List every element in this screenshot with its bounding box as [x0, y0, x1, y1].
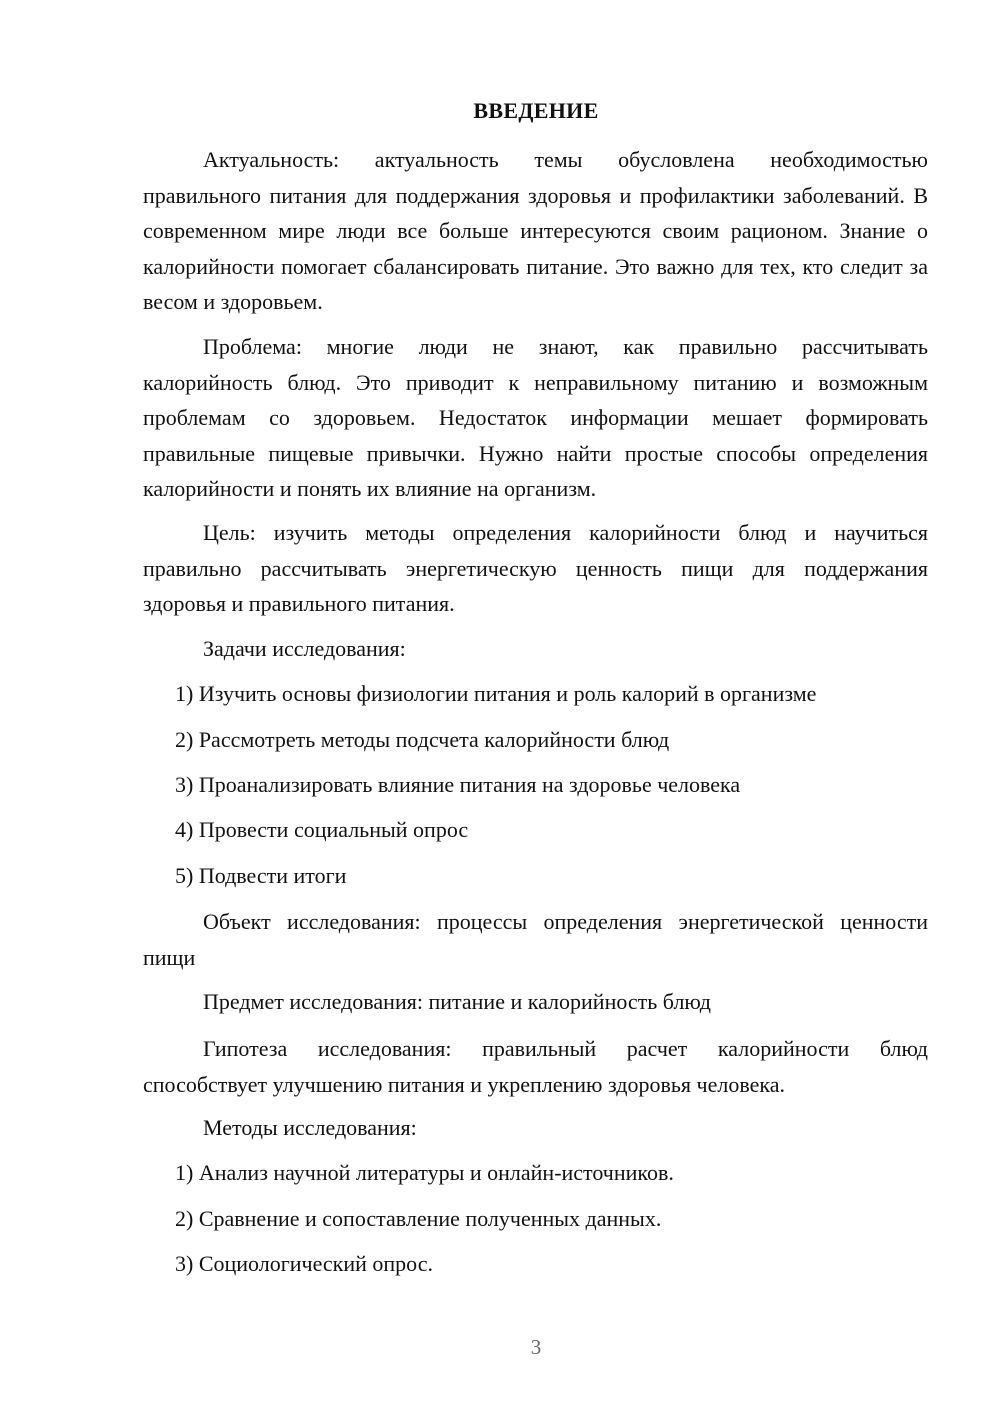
- goal-block: [143, 515, 928, 622]
- method-item-1: 1) Анализ научной литературы и онлайн-источников.: [175, 1160, 674, 1185]
- task-item-5: 5) Подвести итоги: [175, 863, 347, 888]
- problem-paragraph: Проблема: многие люди не знают, как правильно рассчитывать калорийность блюд. Это приводит к неправильному питанию и возможным проблемам со здоровьем. Недостаток информации мешает формировать правильные пищевые привычки. Нужно найти простые способы определения калорийности и понять их влияние на организм.: [143, 334, 928, 501]
- hypothesis-paragraph: Гипотеза исследования: правильный расчет калорийности блюд способствует улучшению питания и укреплению здоровья человека.: [143, 1036, 928, 1097]
- object-paragraph: Объект исследования: процессы определения энергетической ценности пищи: [143, 909, 928, 970]
- task-item-3: 3) Проанализировать влияние питания на здоровье человека: [175, 772, 741, 797]
- relevance-block: [143, 142, 928, 320]
- method-item-2: 2) Сравнение и сопоставление полученных данных.: [175, 1206, 662, 1231]
- page-number: 3: [530, 1335, 542, 1359]
- goal-paragraph: Цель: изучить методы определения калорийности блюд и научиться правильно рассчитывать энергетическую ценность пищи для поддержания здоровья и правильного питания.: [143, 520, 928, 616]
- hypothesis-block: [143, 1031, 928, 1102]
- object-block: [143, 904, 928, 975]
- task-item-4: 4) Провести социальный опрос: [175, 817, 469, 842]
- relevance-paragraph: Актуальность: актуальность темы обусловлена необходимостью правильного питания для поддержания здоровья и профилактики заболеваний. В современном мире люди все больше интересуются своим рационом. Знание о калорийности помогает сбалансировать питание. Это важно для тех, кто следит за весом и здоровьем.: [143, 147, 928, 314]
- problem-block: [143, 329, 928, 507]
- page-title: ВВЕДЕНИЕ: [473, 98, 599, 123]
- task-item-1: 1) Изучить основы физиологии питания и роль калорий в организме: [175, 681, 817, 706]
- methods-heading: Методы исследования:: [203, 1115, 417, 1140]
- method-item-3: 3) Социологический опрос.: [175, 1251, 433, 1276]
- subject-line: Предмет исследования: питание и калорийность блюд: [203, 989, 711, 1014]
- tasks-heading: Задачи исследования:: [203, 636, 406, 661]
- task-item-2: 2) Рассмотреть методы подсчета калорийности блюд: [175, 727, 670, 752]
